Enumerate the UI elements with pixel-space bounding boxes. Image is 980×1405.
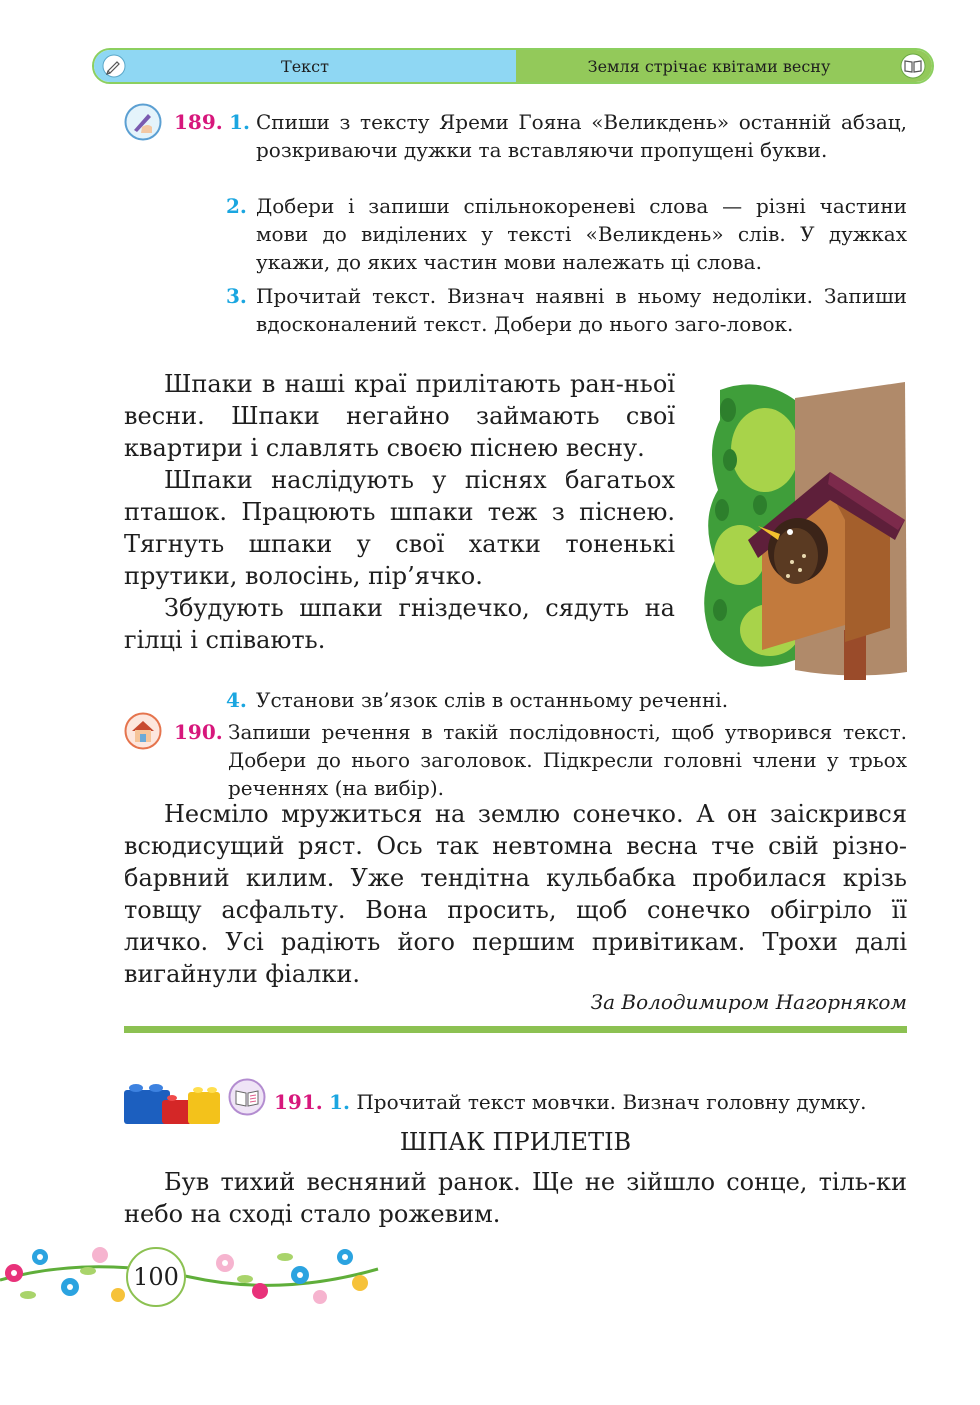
task-190-text: Запиши речення в такій послідовності, щоб утворився текст. Добери до нього заголовок. Підкресли головні члени у трьох реченнях (на вибір). (228, 720, 907, 800)
paragraph: Шпаки в наші краї прилітають ран-ньої весни. Шпаки негайно займають свої квартири і славлять своєю піснею весну. (124, 370, 675, 462)
author-attribution: За Володимиром Нагорняком (590, 990, 907, 1014)
paragraph: Збудують шпаки гніздечко, сядуть на гілці і співають. (124, 594, 675, 654)
page-number (126, 1247, 186, 1307)
open-book-icon (228, 1078, 266, 1116)
task-189-item-1: Спиши з тексту Яреми Гояна «Великдень» останній абзац, розкриваючи дужки та вставляючи пропущені букви. (256, 110, 907, 162)
sub-number: 1. (329, 1090, 350, 1114)
task-number: 190. (174, 720, 223, 744)
header-right-title: Земля стрічає квітами весну (587, 56, 831, 76)
sub-number-label: 2. (226, 194, 247, 218)
flower-border-decoration (0, 1235, 380, 1315)
sub-number (226, 192, 256, 220)
task-189-item-3: Прочитай текст. Визнач наявні в ньому недоліки. Запиши вдосконалений текст. Добери до нього заго-ловок. (256, 284, 907, 336)
text-title: ШПАК ПРИЛЕТІВ (399, 1128, 632, 1156)
task-190-paragraph (124, 798, 907, 990)
task-189-item-4: Установи зв’язок слів в останньому реченні. (256, 688, 729, 712)
task-number: 189. (174, 110, 223, 134)
task-191-line (274, 1088, 914, 1116)
task-number: 191. (274, 1090, 323, 1114)
paragraph: Був тихий весняний ранок. Ще не зійшло сонце, тіль-ки небо на сході стало рожевим. (124, 1168, 907, 1228)
sub-number-label: 3. (226, 284, 247, 308)
page-number-label: 100 (133, 1263, 179, 1291)
sub-number: 1. (229, 110, 250, 134)
sub-number (226, 282, 256, 310)
header-left-title: Текст (281, 56, 329, 76)
header-section-right (516, 50, 932, 82)
task-191-text: Прочитай текст мовчки. Визнач головну думку. (356, 1090, 867, 1114)
toy-blocks-icon (122, 1076, 222, 1126)
paragraph: Шпаки наслідують у піснях багатьох пташок. Працюють шпаки теж з піснею. Тягнуть шпаки у свої хатки тоненькі прутики, волосінь, пір’ячко. (124, 466, 675, 590)
open-book-icon (900, 53, 926, 79)
task-189-number-wrap (174, 108, 256, 136)
pen-nib-icon (102, 54, 126, 78)
writing-hand-icon (124, 103, 162, 141)
sub-number (226, 686, 256, 714)
task-191-paragraph (124, 1166, 907, 1230)
house-icon (124, 712, 162, 750)
page-header (92, 48, 934, 84)
paragraph: Несміло мружиться на землю сонечко. А он заіскрився всюдисущий ряст. Ось так невтомна весна тче свій різно-барвний килим. Уже тендітна кульбабка пробилася крізь товщу асфальту. Вона просить, щоб сонечко обігріло її личко. Усі радіють його першим привітикам. Трохи далі вигайнули фіалки. (124, 800, 907, 988)
header-section-left (94, 50, 516, 82)
task-190-number-wrap (174, 718, 228, 746)
section-divider (124, 1026, 907, 1033)
task-189-item-2: Добери і запиши спільнокореневі слова — різні частини мови до виділених у тексті «Великдень» слів. У дужках укажи, до яких частин мови належать ці слова. (256, 194, 907, 274)
sub-number-label: 4. (226, 688, 247, 712)
birdhouse-illustration (700, 380, 910, 680)
starling-text (124, 368, 675, 656)
